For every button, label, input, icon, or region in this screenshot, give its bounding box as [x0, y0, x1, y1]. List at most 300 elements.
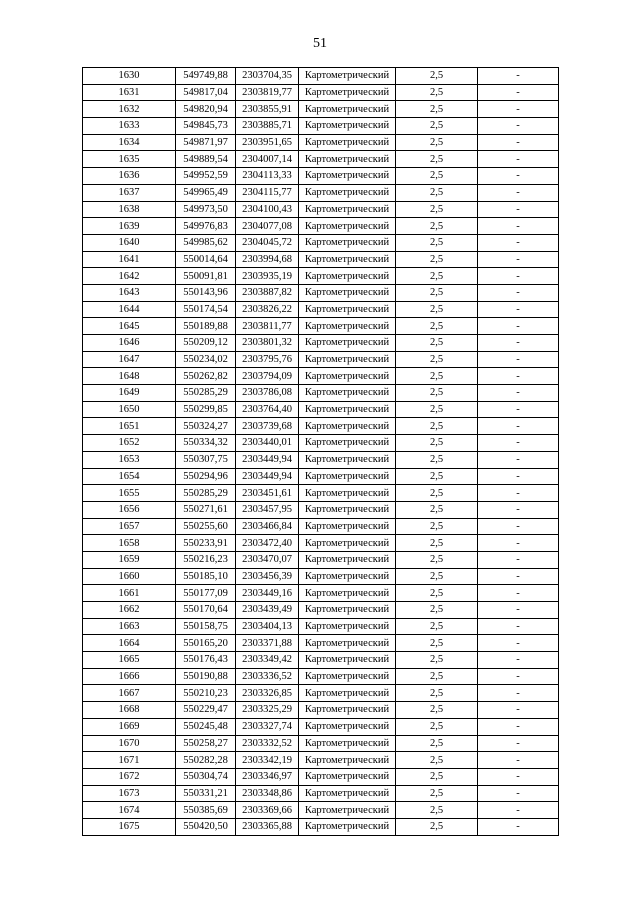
- method-cell: Картометрический: [299, 218, 396, 235]
- y-coordinate-cell: 2304045,72: [236, 234, 299, 251]
- point-number-cell: 1652: [83, 435, 176, 452]
- x-coordinate-cell: 550262,82: [176, 368, 236, 385]
- x-coordinate-cell: 550234,02: [176, 351, 236, 368]
- table-row: [83, 234, 559, 251]
- accuracy-cell: 2,5: [396, 568, 478, 585]
- x-coordinate-cell: 550385,69: [176, 802, 236, 819]
- method-cell: Картометрический: [299, 234, 396, 251]
- method-cell: Картометрический: [299, 451, 396, 468]
- x-coordinate-cell: 550014,64: [176, 251, 236, 268]
- note-cell: -: [478, 118, 559, 135]
- y-coordinate-cell: 2303951,65: [236, 134, 299, 151]
- accuracy-cell: 2,5: [396, 785, 478, 802]
- y-coordinate-cell: 2304100,43: [236, 201, 299, 218]
- accuracy-cell: 2,5: [396, 351, 478, 368]
- table-row: [83, 818, 559, 835]
- y-coordinate-cell: 2303371,88: [236, 635, 299, 652]
- point-number-cell: 1640: [83, 234, 176, 251]
- point-number-cell: 1672: [83, 768, 176, 785]
- point-number-cell: 1658: [83, 535, 176, 552]
- y-coordinate-cell: 2303470,07: [236, 551, 299, 568]
- method-cell: Картометрический: [299, 752, 396, 769]
- point-number-cell: 1645: [83, 318, 176, 335]
- accuracy-cell: 2,5: [396, 418, 478, 435]
- accuracy-cell: 2,5: [396, 635, 478, 652]
- x-coordinate-cell: 550324,27: [176, 418, 236, 435]
- point-number-cell: 1650: [83, 401, 176, 418]
- method-cell: Картометрический: [299, 184, 396, 201]
- table-row: [83, 468, 559, 485]
- accuracy-cell: 2,5: [396, 468, 478, 485]
- point-number-cell: 1671: [83, 752, 176, 769]
- y-coordinate-cell: 2303795,76: [236, 351, 299, 368]
- y-coordinate-cell: 2303332,52: [236, 735, 299, 752]
- y-coordinate-cell: 2303994,68: [236, 251, 299, 268]
- y-coordinate-cell: 2303348,86: [236, 785, 299, 802]
- method-cell: Картометрический: [299, 351, 396, 368]
- accuracy-cell: 2,5: [396, 268, 478, 285]
- accuracy-cell: 2,5: [396, 151, 478, 168]
- accuracy-cell: 2,5: [396, 668, 478, 685]
- table-row: [83, 668, 559, 685]
- x-coordinate-cell: 550420,50: [176, 818, 236, 835]
- table-row: [83, 134, 559, 151]
- method-cell: Картометрический: [299, 168, 396, 185]
- table-row: [83, 702, 559, 719]
- accuracy-cell: 2,5: [396, 602, 478, 619]
- method-cell: Картометрический: [299, 268, 396, 285]
- table-row: [83, 785, 559, 802]
- point-number-cell: 1665: [83, 652, 176, 669]
- y-coordinate-cell: 2303449,94: [236, 468, 299, 485]
- table-row: [83, 168, 559, 185]
- accuracy-cell: 2,5: [396, 101, 478, 118]
- method-cell: Картометрический: [299, 585, 396, 602]
- table-row: [83, 602, 559, 619]
- x-coordinate-cell: 550190,88: [176, 668, 236, 685]
- y-coordinate-cell: 2303794,09: [236, 368, 299, 385]
- note-cell: -: [478, 602, 559, 619]
- accuracy-cell: 2,5: [396, 435, 478, 452]
- y-coordinate-cell: 2303365,88: [236, 818, 299, 835]
- table-row: [83, 485, 559, 502]
- note-cell: -: [478, 201, 559, 218]
- y-coordinate-cell: 2303739,68: [236, 418, 299, 435]
- x-coordinate-cell: 550294,96: [176, 468, 236, 485]
- table-row: [83, 568, 559, 585]
- point-number-cell: 1639: [83, 218, 176, 235]
- method-cell: Картометрический: [299, 551, 396, 568]
- point-number-cell: 1638: [83, 201, 176, 218]
- method-cell: Картометрический: [299, 635, 396, 652]
- x-coordinate-cell: 550255,60: [176, 518, 236, 535]
- point-number-cell: 1656: [83, 501, 176, 518]
- accuracy-cell: 2,5: [396, 118, 478, 135]
- method-cell: Картометрический: [299, 68, 396, 85]
- x-coordinate-cell: 549985,62: [176, 234, 236, 251]
- method-cell: Картометрический: [299, 668, 396, 685]
- coordinates-table: [82, 67, 559, 836]
- page-number: 51: [313, 36, 327, 51]
- table-row: [83, 501, 559, 518]
- y-coordinate-cell: 2303704,35: [236, 68, 299, 85]
- point-number-cell: 1668: [83, 702, 176, 719]
- method-cell: Картометрический: [299, 768, 396, 785]
- x-coordinate-cell: 550176,43: [176, 652, 236, 669]
- accuracy-cell: 2,5: [396, 335, 478, 352]
- method-cell: Картометрический: [299, 652, 396, 669]
- note-cell: -: [478, 618, 559, 635]
- table-row: [83, 101, 559, 118]
- accuracy-cell: 2,5: [396, 501, 478, 518]
- accuracy-cell: 2,5: [396, 535, 478, 552]
- accuracy-cell: 2,5: [396, 652, 478, 669]
- accuracy-cell: 2,5: [396, 368, 478, 385]
- y-coordinate-cell: 2303855,91: [236, 101, 299, 118]
- table-row: [83, 284, 559, 301]
- note-cell: -: [478, 134, 559, 151]
- x-coordinate-cell: 550174,54: [176, 301, 236, 318]
- table-row: [83, 618, 559, 635]
- accuracy-cell: 2,5: [396, 318, 478, 335]
- x-coordinate-cell: 550271,61: [176, 501, 236, 518]
- note-cell: -: [478, 518, 559, 535]
- point-number-cell: 1647: [83, 351, 176, 368]
- accuracy-cell: 2,5: [396, 234, 478, 251]
- accuracy-cell: 2,5: [396, 201, 478, 218]
- x-coordinate-cell: 549889,54: [176, 151, 236, 168]
- accuracy-cell: 2,5: [396, 451, 478, 468]
- note-cell: -: [478, 234, 559, 251]
- x-coordinate-cell: 550185,10: [176, 568, 236, 585]
- accuracy-cell: 2,5: [396, 68, 478, 85]
- y-coordinate-cell: 2303826,22: [236, 301, 299, 318]
- note-cell: -: [478, 68, 559, 85]
- note-cell: -: [478, 168, 559, 185]
- note-cell: -: [478, 151, 559, 168]
- note-cell: -: [478, 702, 559, 719]
- x-coordinate-cell: 550258,27: [176, 735, 236, 752]
- y-coordinate-cell: 2303346,97: [236, 768, 299, 785]
- note-cell: -: [478, 768, 559, 785]
- point-number-cell: 1630: [83, 68, 176, 85]
- y-coordinate-cell: 2303325,29: [236, 702, 299, 719]
- note-cell: -: [478, 301, 559, 318]
- method-cell: Картометрический: [299, 485, 396, 502]
- accuracy-cell: 2,5: [396, 685, 478, 702]
- y-coordinate-cell: 2303440,01: [236, 435, 299, 452]
- note-cell: -: [478, 385, 559, 402]
- note-cell: -: [478, 251, 559, 268]
- accuracy-cell: 2,5: [396, 218, 478, 235]
- accuracy-cell: 2,5: [396, 251, 478, 268]
- point-number-cell: 1663: [83, 618, 176, 635]
- method-cell: Картометрический: [299, 368, 396, 385]
- table-row: [83, 151, 559, 168]
- note-cell: -: [478, 585, 559, 602]
- point-number-cell: 1643: [83, 284, 176, 301]
- point-number-cell: 1651: [83, 418, 176, 435]
- point-number-cell: 1649: [83, 385, 176, 402]
- y-coordinate-cell: 2304007,14: [236, 151, 299, 168]
- y-coordinate-cell: 2303327,74: [236, 718, 299, 735]
- accuracy-cell: 2,5: [396, 735, 478, 752]
- accuracy-cell: 2,5: [396, 818, 478, 835]
- y-coordinate-cell: 2303449,94: [236, 451, 299, 468]
- x-coordinate-cell: 550285,29: [176, 485, 236, 502]
- note-cell: -: [478, 818, 559, 835]
- x-coordinate-cell: 549973,50: [176, 201, 236, 218]
- note-cell: -: [478, 802, 559, 819]
- x-coordinate-cell: 550229,47: [176, 702, 236, 719]
- method-cell: Картометрический: [299, 785, 396, 802]
- y-coordinate-cell: 2303404,13: [236, 618, 299, 635]
- x-coordinate-cell: 550304,74: [176, 768, 236, 785]
- y-coordinate-cell: 2304113,33: [236, 168, 299, 185]
- y-coordinate-cell: 2303885,71: [236, 118, 299, 135]
- point-number-cell: 1662: [83, 602, 176, 619]
- note-cell: -: [478, 101, 559, 118]
- method-cell: Картометрический: [299, 468, 396, 485]
- method-cell: Картометрический: [299, 535, 396, 552]
- note-cell: -: [478, 551, 559, 568]
- x-coordinate-cell: 549820,94: [176, 101, 236, 118]
- note-cell: -: [478, 485, 559, 502]
- table-row: [83, 335, 559, 352]
- y-coordinate-cell: 2303439,49: [236, 602, 299, 619]
- x-coordinate-cell: 550216,23: [176, 551, 236, 568]
- note-cell: -: [478, 368, 559, 385]
- table-row: [83, 84, 559, 101]
- x-coordinate-cell: 550209,12: [176, 335, 236, 352]
- point-number-cell: 1667: [83, 685, 176, 702]
- y-coordinate-cell: 2304077,08: [236, 218, 299, 235]
- y-coordinate-cell: 2303935,19: [236, 268, 299, 285]
- note-cell: -: [478, 184, 559, 201]
- note-cell: -: [478, 685, 559, 702]
- x-coordinate-cell: 549976,83: [176, 218, 236, 235]
- note-cell: -: [478, 418, 559, 435]
- y-coordinate-cell: 2303336,52: [236, 668, 299, 685]
- method-cell: Картометрический: [299, 101, 396, 118]
- method-cell: Картометрический: [299, 568, 396, 585]
- method-cell: Картометрический: [299, 385, 396, 402]
- note-cell: -: [478, 218, 559, 235]
- y-coordinate-cell: 2303472,40: [236, 535, 299, 552]
- x-coordinate-cell: 550170,64: [176, 602, 236, 619]
- point-number-cell: 1635: [83, 151, 176, 168]
- x-coordinate-cell: 550307,75: [176, 451, 236, 468]
- table-row: [83, 768, 559, 785]
- y-coordinate-cell: 2303811,77: [236, 318, 299, 335]
- x-coordinate-cell: 550165,20: [176, 635, 236, 652]
- note-cell: -: [478, 401, 559, 418]
- y-coordinate-cell: 2303456,39: [236, 568, 299, 585]
- method-cell: Картометрический: [299, 718, 396, 735]
- point-number-cell: 1661: [83, 585, 176, 602]
- accuracy-cell: 2,5: [396, 168, 478, 185]
- note-cell: -: [478, 84, 559, 101]
- point-number-cell: 1659: [83, 551, 176, 568]
- table-row: [83, 318, 559, 335]
- method-cell: Картометрический: [299, 284, 396, 301]
- method-cell: Картометрический: [299, 618, 396, 635]
- table-row: [83, 685, 559, 702]
- method-cell: Картометрический: [299, 818, 396, 835]
- table-row: [83, 218, 559, 235]
- y-coordinate-cell: 2304115,77: [236, 184, 299, 201]
- point-number-cell: 1669: [83, 718, 176, 735]
- accuracy-cell: 2,5: [396, 284, 478, 301]
- point-number-cell: 1655: [83, 485, 176, 502]
- x-coordinate-cell: 550177,09: [176, 585, 236, 602]
- accuracy-cell: 2,5: [396, 702, 478, 719]
- accuracy-cell: 2,5: [396, 84, 478, 101]
- table-row: [83, 301, 559, 318]
- method-cell: Картометрический: [299, 134, 396, 151]
- table-row: [83, 368, 559, 385]
- note-cell: -: [478, 451, 559, 468]
- table-row: [83, 585, 559, 602]
- accuracy-cell: 2,5: [396, 518, 478, 535]
- accuracy-cell: 2,5: [396, 184, 478, 201]
- method-cell: Картометрический: [299, 318, 396, 335]
- accuracy-cell: 2,5: [396, 301, 478, 318]
- table-row: [83, 652, 559, 669]
- point-number-cell: 1631: [83, 84, 176, 101]
- y-coordinate-cell: 2303451,61: [236, 485, 299, 502]
- point-number-cell: 1675: [83, 818, 176, 835]
- method-cell: Картометрический: [299, 685, 396, 702]
- accuracy-cell: 2,5: [396, 768, 478, 785]
- table-row: [83, 68, 559, 85]
- y-coordinate-cell: 2303349,42: [236, 652, 299, 669]
- accuracy-cell: 2,5: [396, 401, 478, 418]
- table-row: [83, 451, 559, 468]
- table-row: [83, 201, 559, 218]
- table-row: [83, 752, 559, 769]
- y-coordinate-cell: 2303887,82: [236, 284, 299, 301]
- y-coordinate-cell: 2303342,19: [236, 752, 299, 769]
- method-cell: Картометрический: [299, 435, 396, 452]
- accuracy-cell: 2,5: [396, 134, 478, 151]
- x-coordinate-cell: 549952,59: [176, 168, 236, 185]
- x-coordinate-cell: 550233,91: [176, 535, 236, 552]
- table-row: [83, 251, 559, 268]
- point-number-cell: 1657: [83, 518, 176, 535]
- accuracy-cell: 2,5: [396, 485, 478, 502]
- x-coordinate-cell: 549965,49: [176, 184, 236, 201]
- method-cell: Картометрический: [299, 802, 396, 819]
- point-number-cell: 1644: [83, 301, 176, 318]
- y-coordinate-cell: 2303801,32: [236, 335, 299, 352]
- point-number-cell: 1646: [83, 335, 176, 352]
- method-cell: Картометрический: [299, 702, 396, 719]
- method-cell: Картометрический: [299, 401, 396, 418]
- note-cell: -: [478, 652, 559, 669]
- accuracy-cell: 2,5: [396, 385, 478, 402]
- x-coordinate-cell: 550331,21: [176, 785, 236, 802]
- table-row: [83, 184, 559, 201]
- table-row: [83, 401, 559, 418]
- note-cell: -: [478, 435, 559, 452]
- method-cell: Картометрический: [299, 518, 396, 535]
- method-cell: Картометрический: [299, 118, 396, 135]
- accuracy-cell: 2,5: [396, 802, 478, 819]
- point-number-cell: 1633: [83, 118, 176, 135]
- y-coordinate-cell: 2303466,84: [236, 518, 299, 535]
- y-coordinate-cell: 2303819,77: [236, 84, 299, 101]
- x-coordinate-cell: 550143,96: [176, 284, 236, 301]
- note-cell: -: [478, 268, 559, 285]
- x-coordinate-cell: 550158,75: [176, 618, 236, 635]
- method-cell: Картометрический: [299, 501, 396, 518]
- note-cell: -: [478, 568, 559, 585]
- table-row: [83, 435, 559, 452]
- point-number-cell: 1636: [83, 168, 176, 185]
- method-cell: Картометрический: [299, 84, 396, 101]
- method-cell: Картометрический: [299, 602, 396, 619]
- point-number-cell: 1648: [83, 368, 176, 385]
- point-number-cell: 1632: [83, 101, 176, 118]
- method-cell: Картометрический: [299, 201, 396, 218]
- x-coordinate-cell: 550210,23: [176, 685, 236, 702]
- table-row: [83, 418, 559, 435]
- point-number-cell: 1666: [83, 668, 176, 685]
- y-coordinate-cell: 2303326,85: [236, 685, 299, 702]
- point-number-cell: 1642: [83, 268, 176, 285]
- x-coordinate-cell: 550285,29: [176, 385, 236, 402]
- note-cell: -: [478, 351, 559, 368]
- table-row: [83, 635, 559, 652]
- note-cell: -: [478, 668, 559, 685]
- point-number-cell: 1641: [83, 251, 176, 268]
- point-number-cell: 1673: [83, 785, 176, 802]
- x-coordinate-cell: 550334,32: [176, 435, 236, 452]
- x-coordinate-cell: 549871,97: [176, 134, 236, 151]
- table-row: [83, 535, 559, 552]
- y-coordinate-cell: 2303369,66: [236, 802, 299, 819]
- accuracy-cell: 2,5: [396, 718, 478, 735]
- x-coordinate-cell: 549845,73: [176, 118, 236, 135]
- table-row: [83, 268, 559, 285]
- method-cell: Картометрический: [299, 151, 396, 168]
- y-coordinate-cell: 2303764,40: [236, 401, 299, 418]
- note-cell: -: [478, 535, 559, 552]
- note-cell: -: [478, 752, 559, 769]
- table-body: [83, 68, 559, 836]
- method-cell: Картометрический: [299, 735, 396, 752]
- table-row: [83, 551, 559, 568]
- y-coordinate-cell: 2303457,95: [236, 501, 299, 518]
- point-number-cell: 1660: [83, 568, 176, 585]
- note-cell: -: [478, 501, 559, 518]
- note-cell: -: [478, 735, 559, 752]
- x-coordinate-cell: 550299,85: [176, 401, 236, 418]
- x-coordinate-cell: 550189,88: [176, 318, 236, 335]
- point-number-cell: 1670: [83, 735, 176, 752]
- point-number-cell: 1653: [83, 451, 176, 468]
- point-number-cell: 1674: [83, 802, 176, 819]
- table-row: [83, 118, 559, 135]
- method-cell: Картометрический: [299, 301, 396, 318]
- x-coordinate-cell: 549749,88: [176, 68, 236, 85]
- table-row: [83, 351, 559, 368]
- note-cell: -: [478, 785, 559, 802]
- accuracy-cell: 2,5: [396, 618, 478, 635]
- y-coordinate-cell: 2303786,08: [236, 385, 299, 402]
- method-cell: Картометрический: [299, 335, 396, 352]
